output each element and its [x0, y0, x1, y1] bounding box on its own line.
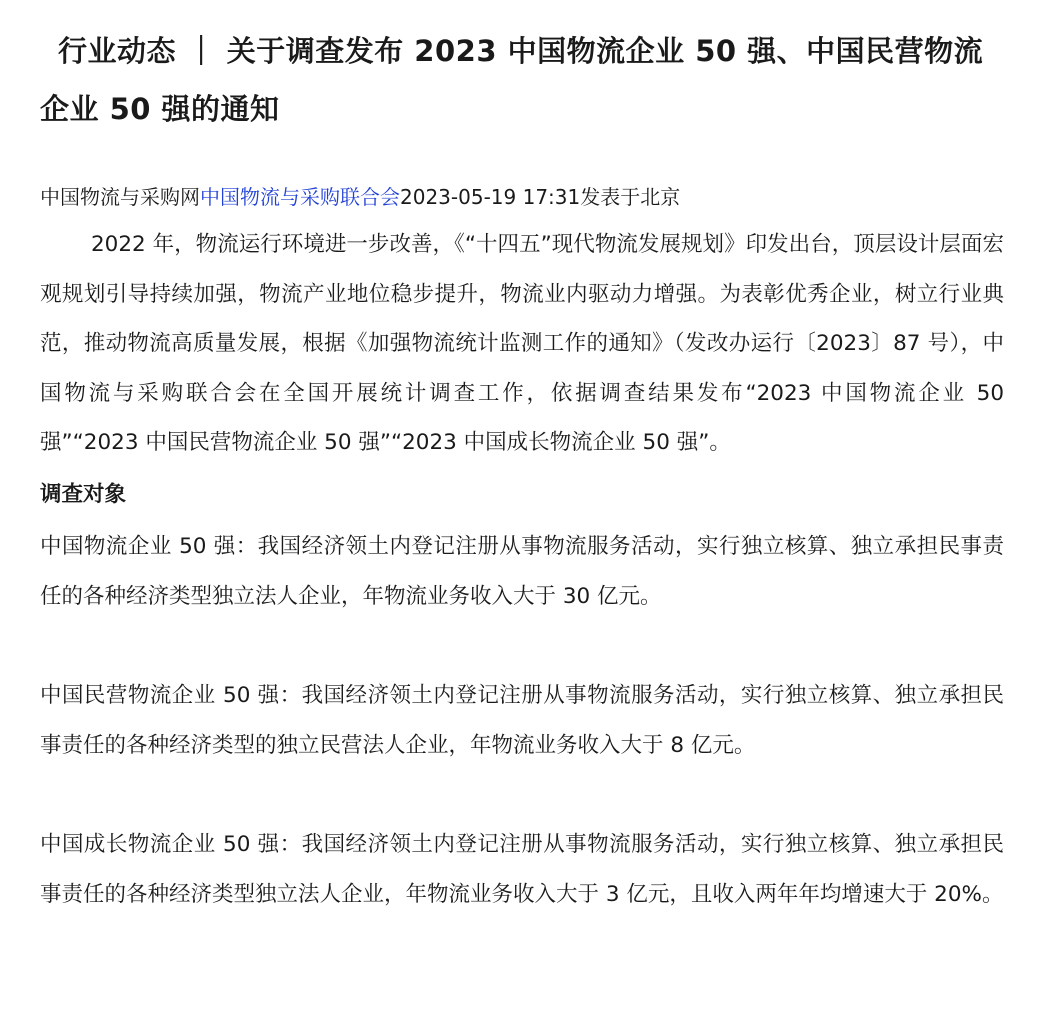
item-growth-logistics-top50: 中国成长物流企业 50 强：我国经济领土内登记注册从事物流服务活动，实行独立核算、独立承担民事责任的各种经济类型独立法人企业，年物流业务收入大于 3 亿元，且收入两年年均增速大于 20%。 [40, 832, 1004, 907]
item-logistics-top50: 中国物流企业 50 强：我国经济领土内登记注册从事物流服务活动，实行独立核算、独立承担民事责任的各种经济类型独立法人企业，年物流业务收入大于 30 亿元。 [40, 533, 1004, 609]
meta-author-link[interactable]: 中国物流与采购联合会 [200, 185, 400, 209]
item-private-logistics-top50: 中国民营物流企业 50 强：我国经济领土内登记注册从事物流服务活动，实行独立核算、独立承担民事责任的各种经济类型的独立民营法人企业，年物流业务收入大于 8 亿元。 [40, 683, 1004, 758]
meta-location: 发表于北京 [580, 185, 681, 209]
article-title: 行业动态 ｜ 关于调查发布 2023 中国物流企业 50 强、中国民营物流企业 50 强的通知 [40, 34, 984, 126]
meta-datetime: 2023-05-19 17:31 [400, 185, 581, 209]
article-meta [40, 182, 1004, 212]
intro-paragraph: 2022 年，物流运行环境进一步改善，《“十四五”现代物流发展规划》印发出台，顶层设计层面宏观规划引导持续加强，物流产业地位稳步提升，物流业内驱动力增强。为表彰优秀企业，树立行业典范，推动物流高质量发展，根据《加强物流统计监测工作的通知》（发改办运行〔2023〕87 号），中国物流与采购联合会在全国开展统计调查工作，依据调查结果发布“2023 中国物流企业 50 强”“2023 中国民营物流企业 50 强”“2023 中国成长物流企业 50 强”。 [40, 232, 1004, 456]
section-heading: 调查对象 [40, 481, 127, 507]
meta-source: 中国物流与采购网 [40, 185, 200, 209]
